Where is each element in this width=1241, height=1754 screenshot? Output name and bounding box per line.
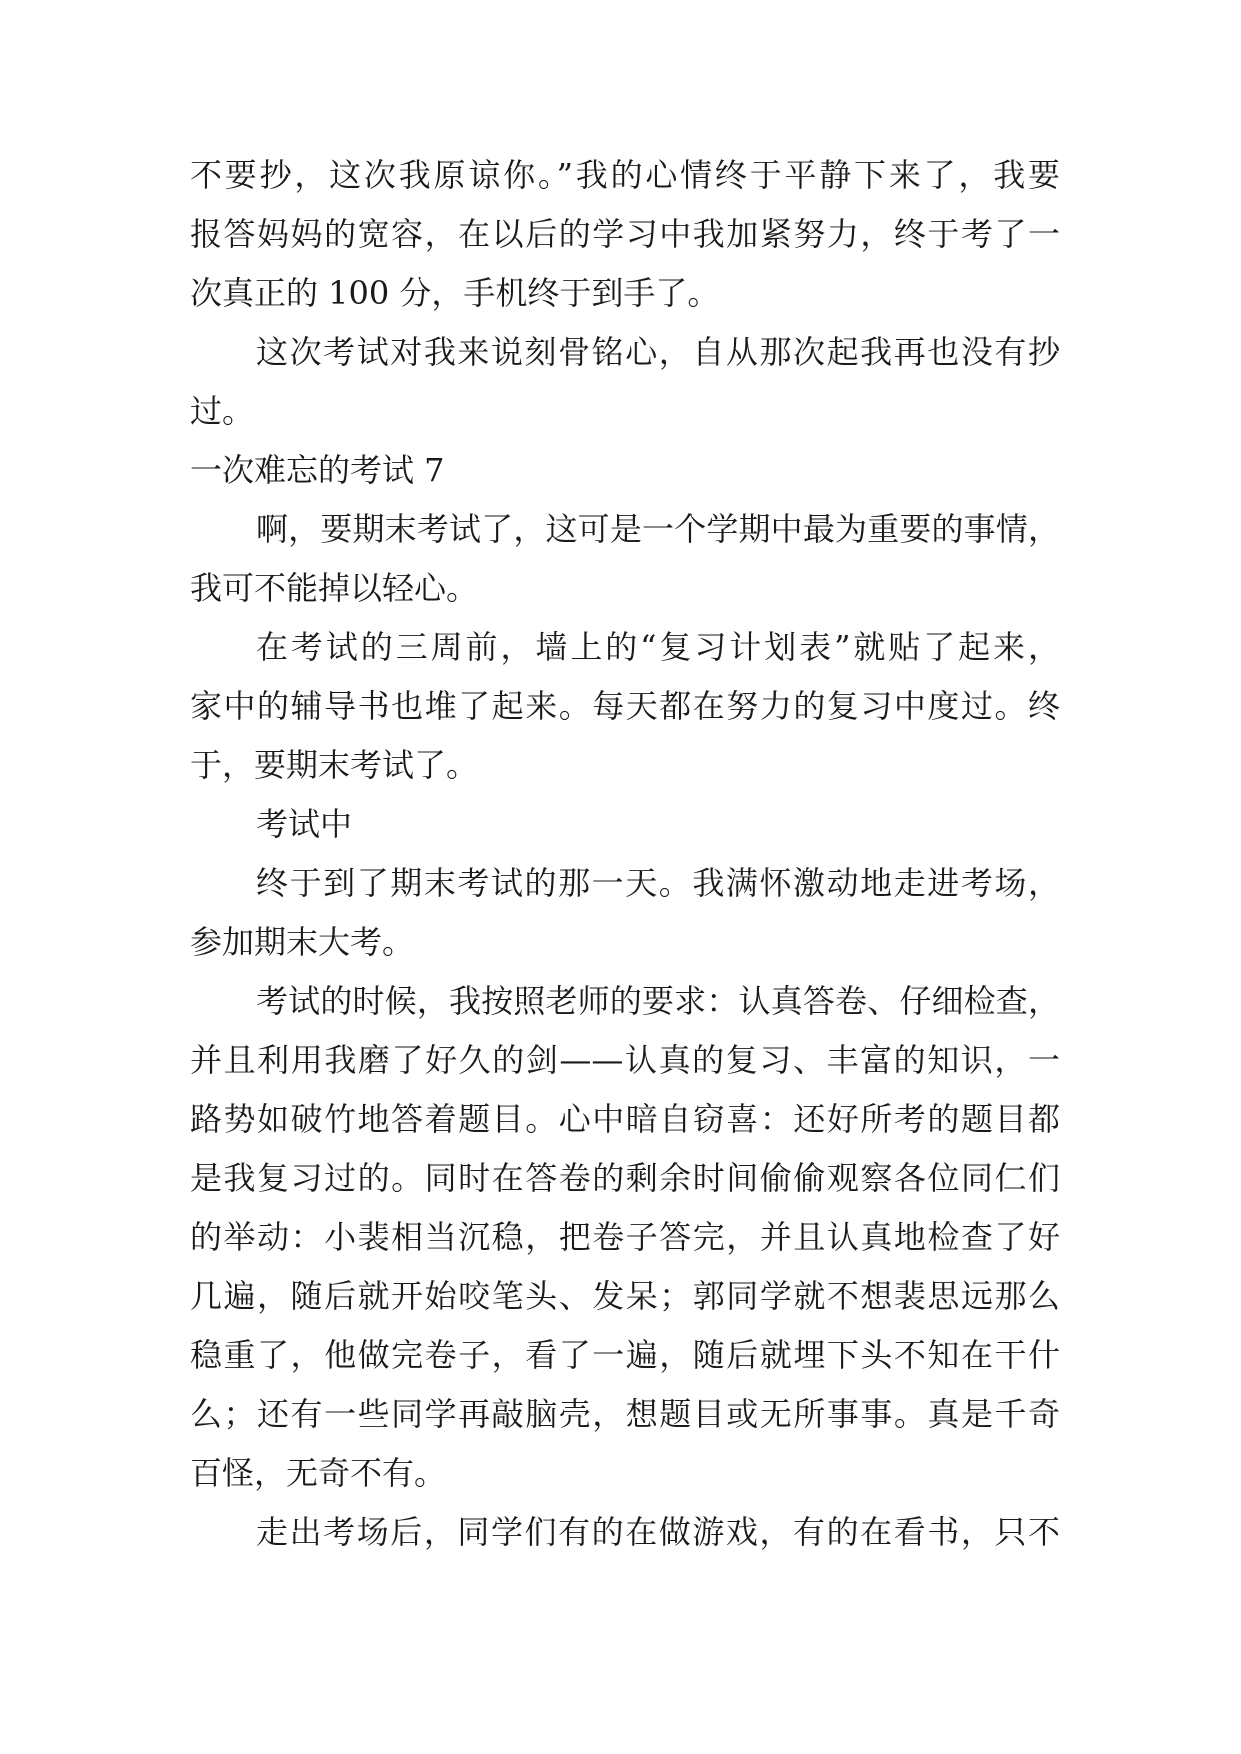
text-line: 百怪，无奇不有。 (190, 1454, 447, 1492)
text-line: 么；还有一些同学再敲脑壳，想题目或无所事事。真是千奇 (190, 1395, 1060, 1433)
text-line: 过。 (190, 392, 255, 430)
text-line: 参加期末大考。 (190, 923, 415, 961)
section-heading: 一次难忘的考试 7 (190, 451, 445, 489)
text-line: 家中的辅导书也堆了起来。每天都在努力的复习中度过。终 (190, 687, 1060, 725)
text-line: 路势如破竹地答着题目。心中暗自窃喜：还好所考的题目都 (190, 1100, 1060, 1138)
document-body (190, 158, 1060, 1574)
text-line: 走出考场后，同学们有的在做游戏，有的在看书，只不 (256, 1513, 1060, 1551)
text-line: 报答妈妈的宽容，在以后的学习中我加紧努力，终于考了一 (190, 215, 1060, 253)
text-line: 在考试的三周前，墙上的“复习计划表”就贴了起来， (256, 628, 1060, 666)
text-line: 终于到了期末考试的那一天。我满怀激动地走进考场， (256, 864, 1060, 902)
text-line: 我可不能掉以轻心。 (190, 569, 479, 607)
text-line: 的举动：小裴相当沉稳，把卷子答完，并且认真地检查了好 (190, 1218, 1060, 1256)
text-line: 是我复习过的。同时在答卷的剩余时间偷偷观察各位同仁们 (190, 1159, 1060, 1197)
subheading: 考试中 (256, 805, 353, 843)
text-line: 考试的时候，我按照老师的要求：认真答卷、仔细检查， (256, 982, 1060, 1020)
text-line: 不要抄，这次我原谅你。”我的心情终于平静下来了，我要 (190, 156, 1060, 194)
text-line: 于，要期末考试了。 (190, 746, 479, 784)
text-line: 次真正的 100 分，手机终于到手了。 (190, 274, 720, 312)
text-line: 啊，要期末考试了，这可是一个学期中最为重要的事情， (256, 510, 1060, 548)
text-line: 稳重了，他做完卷子，看了一遍，随后就埋下头不知在干什 (190, 1336, 1060, 1374)
text-line: 这次考试对我来说刻骨铭心，自从那次起我再也没有抄 (256, 333, 1060, 371)
text-line: 并且利用我磨了好久的剑——认真的复习、丰富的知识，一 (190, 1041, 1060, 1079)
text-line: 几遍，随后就开始咬笔头、发呆；郭同学就不想裴思远那么 (190, 1277, 1060, 1315)
